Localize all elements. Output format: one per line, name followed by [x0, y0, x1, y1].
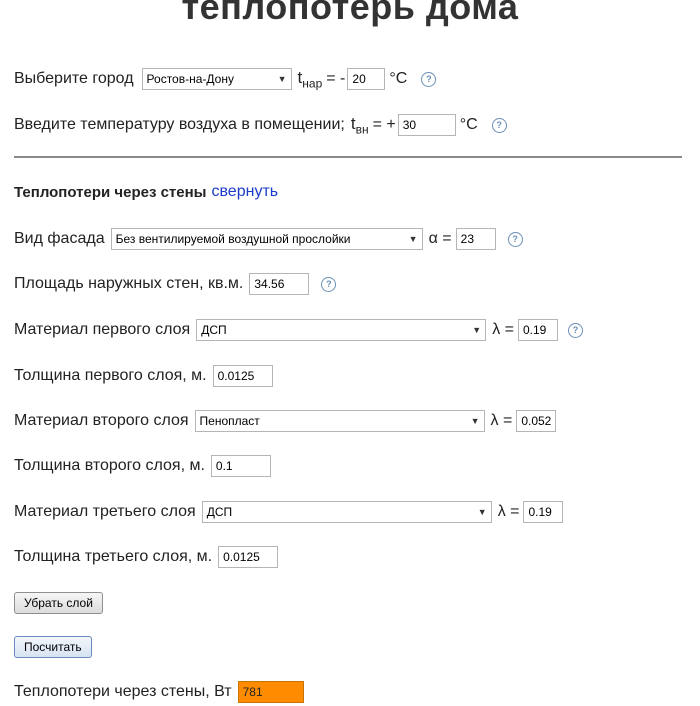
chevron-down-icon: ▼ — [472, 325, 482, 335]
outdoor-temp-unit: °C — [389, 70, 408, 88]
layer2-thickness-label: Толщина второго слоя, м. — [14, 457, 205, 474]
indoor-row — [14, 114, 507, 136]
indoor-label: Введите температуру воздуха в помещении; — [14, 116, 345, 134]
result-output: 781 — [238, 681, 304, 703]
facade-row — [14, 228, 523, 250]
alpha-label: α = — [428, 230, 452, 247]
city-label: Выберите город — [14, 70, 134, 88]
layer1-material-row — [14, 319, 583, 341]
remove-layer-row — [14, 592, 103, 614]
layer3-thickness-input[interactable]: 0.0125 — [218, 546, 278, 568]
divider — [14, 156, 682, 158]
layer2-thickness-row — [14, 455, 271, 477]
city-select[interactable] — [142, 68, 292, 90]
city-row — [14, 68, 436, 90]
question-circle-icon[interactable]: ? — [508, 232, 523, 247]
layer1-material-value: ДСП — [201, 323, 227, 337]
chevron-down-icon: ▼ — [277, 74, 287, 85]
t-outdoor-symbol: $t_{нар}$ — [297, 68, 323, 91]
outdoor-temp-input[interactable]: 20 — [347, 68, 385, 90]
layer3-lambda-label: λ = — [497, 503, 520, 520]
result-label: Теплопотери через стены, Вт — [14, 683, 232, 700]
layer1-material-label: Материал первого слоя — [14, 321, 191, 338]
layer3-material-select[interactable] — [202, 501, 492, 523]
walls-heading-row — [14, 183, 278, 201]
area-input[interactable]: 34.56 — [249, 273, 309, 295]
layer1-thickness-row — [14, 365, 273, 387]
layer3-thickness-label: Толщина третьего слоя, м. — [14, 548, 213, 565]
indoor-temp-unit: °C — [459, 116, 478, 134]
result-row — [14, 681, 304, 703]
layer2-thickness-input[interactable]: 0.1 — [211, 455, 271, 477]
layer3-thickness-row — [14, 546, 278, 568]
layer1-material-select[interactable] — [196, 319, 486, 341]
alpha-input[interactable]: 23 — [456, 228, 496, 250]
layer2-material-select[interactable] — [195, 410, 485, 432]
calculate-button[interactable]: Посчитать — [14, 636, 92, 658]
layer2-material-value: Пенопласт — [199, 414, 260, 428]
layer3-material-label: Материал третьего слоя — [14, 503, 196, 520]
question-circle-icon[interactable]: ? — [421, 72, 436, 87]
layer2-lambda-label: λ = — [490, 412, 513, 429]
collapse-link[interactable]: свернуть — [211, 183, 279, 200]
layer2-material-row — [14, 410, 556, 432]
layer3-material-value: ДСП — [206, 505, 233, 519]
chevron-down-icon: ▼ — [477, 507, 487, 517]
calculate-row — [14, 636, 92, 658]
layer1-thickness-input[interactable]: 0.0125 — [213, 365, 273, 387]
layer3-lambda-input[interactable]: 0.19 — [523, 501, 563, 523]
question-circle-icon[interactable]: ? — [492, 118, 507, 133]
city-select-value: Ростов-на-Дону — [146, 72, 234, 87]
area-label: Площадь наружных стен, кв.м. — [14, 275, 244, 292]
layer1-lambda-input[interactable]: 0.19 — [518, 319, 558, 341]
question-circle-icon[interactable]: ? — [321, 277, 336, 292]
layer1-lambda-label: λ = — [492, 321, 514, 338]
t-indoor-eq: = + — [372, 116, 396, 134]
area-row — [14, 273, 336, 295]
facade-select-value: Без вентилируемой воздушной прослойки — [115, 232, 351, 246]
layer3-material-row — [14, 501, 563, 523]
layer1-thickness-label: Толщина первого слоя, м. — [14, 367, 207, 384]
page-title: теплопотерь дома — [181, 0, 519, 27]
t-outdoor-eq: = - — [326, 70, 346, 88]
facade-select[interactable] — [111, 228, 423, 250]
walls-heading: Теплопотери через стены — [14, 183, 207, 201]
facade-label: Вид фасада — [14, 230, 105, 247]
layer2-lambda-input[interactable]: 0.052 — [516, 410, 556, 432]
indoor-temp-input[interactable]: 30 — [398, 114, 456, 136]
chevron-down-icon: ▼ — [408, 234, 418, 244]
chevron-down-icon: ▼ — [470, 416, 480, 426]
layer2-material-label: Материал второго слоя — [14, 412, 189, 429]
remove-layer-button[interactable]: Убрать слой — [14, 592, 103, 614]
question-circle-icon[interactable]: ? — [568, 323, 583, 338]
t-indoor-symbol: $t_{вн}$ — [350, 114, 369, 137]
